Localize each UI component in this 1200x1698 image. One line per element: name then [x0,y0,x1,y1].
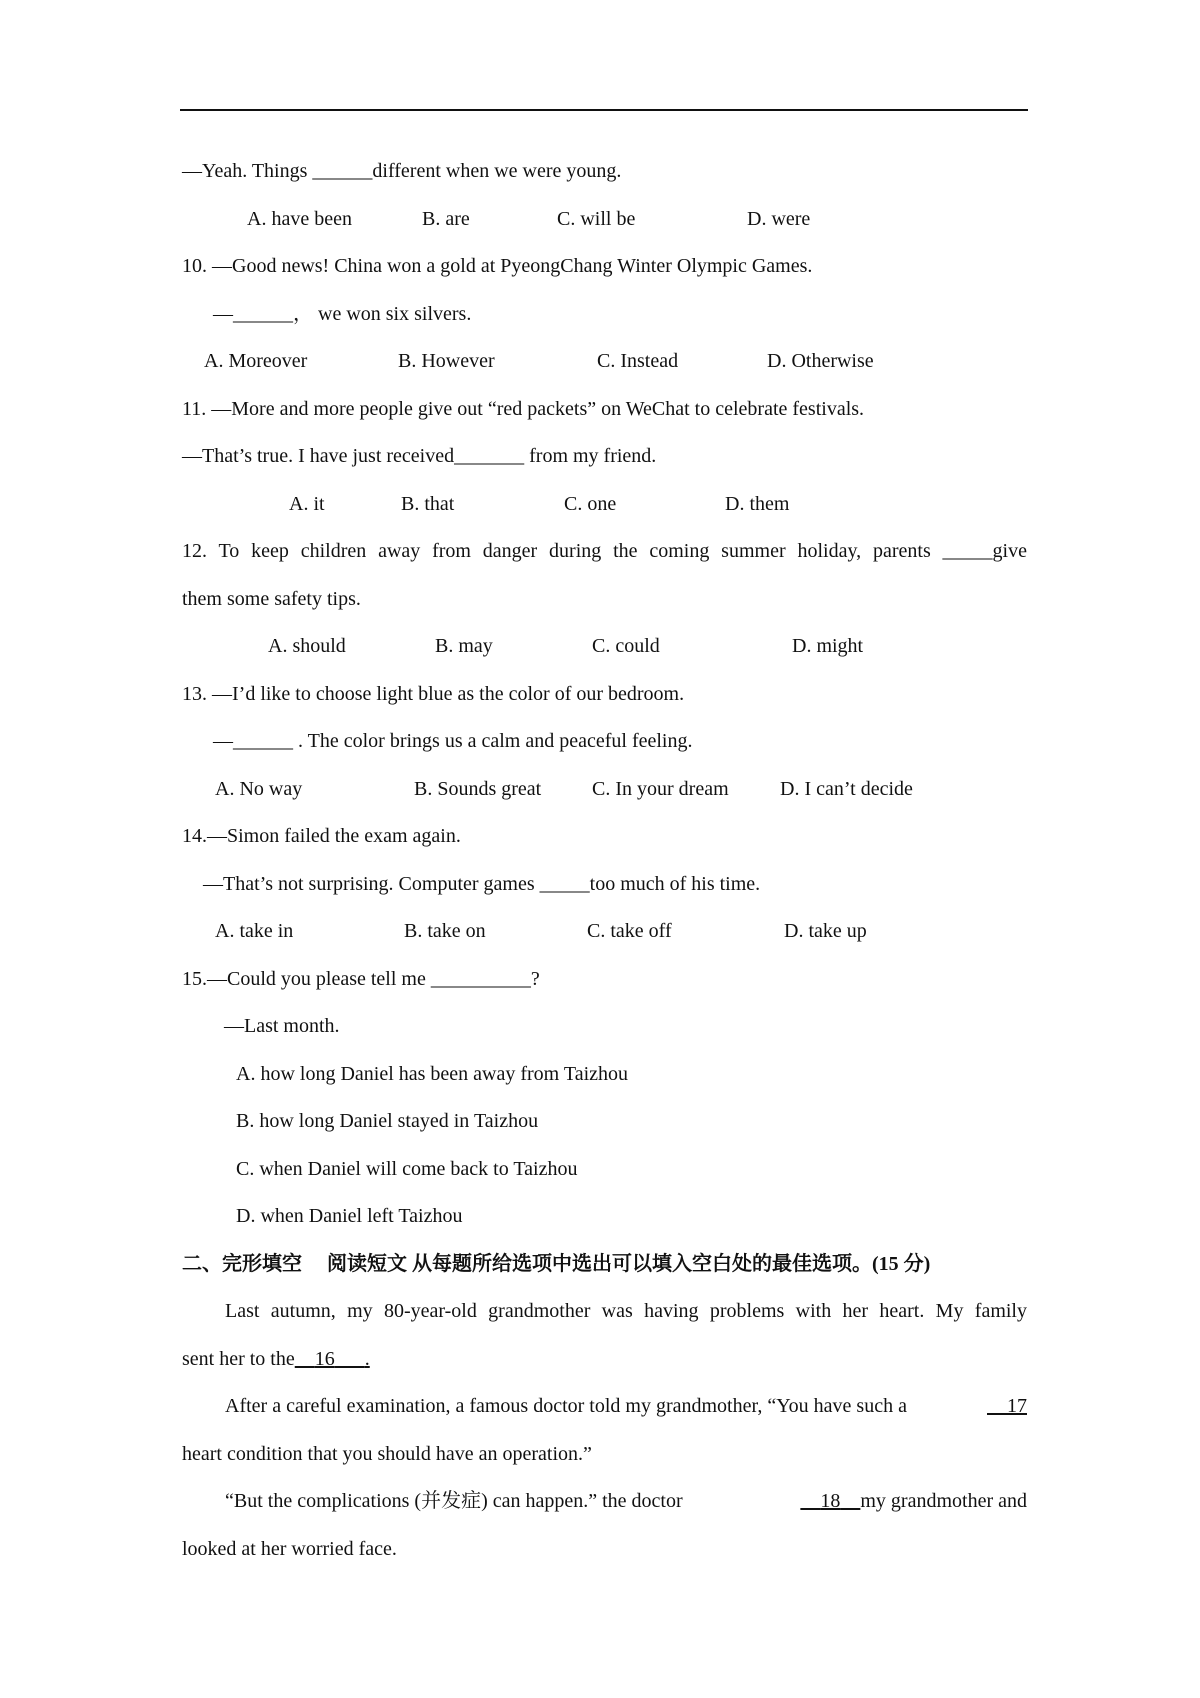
q13-option-d: D. I can’t decide [780,778,913,800]
blank-16-period: . [364,1348,370,1370]
q13-option-b: B. Sounds great [414,778,542,800]
q14-option-c: C. take off [587,920,672,942]
q10-option-b: B. However [398,350,495,372]
q10-option-a: A. Moreover [204,350,308,372]
q15-question: 15.—Could you please tell me __________? [182,968,540,990]
section2-heading: 二、完形填空 阅读短文 从每题所给选项中选出可以填入空白处的最佳选项。(15 分) [182,1253,931,1275]
q14-option-b: B. take on [404,920,486,942]
q14-option-a: A. take in [215,920,294,942]
q10-question: 10. —Good news! China won a gold at PyeongChang Winter Olympic Games. [182,255,813,277]
q11-option-b: B. that [401,493,455,515]
q13-reply: —______ . The color brings us a calm and peaceful feeling. [213,730,693,752]
q10-option-d: D. Otherwise [767,350,874,372]
q12-option-c: C. could [592,635,660,657]
blank-16-number: 16 [314,1348,335,1370]
passage-p3-line2: looked at her worried face. [182,1538,397,1560]
passage-p1-line2-text: sent her to the [182,1348,295,1370]
q9-option-d: D. were [747,208,811,230]
q14-option-d: D. take up [784,920,867,942]
q9-reply: —Yeah. Things ______different when we were young. [182,160,622,182]
q10-reply: —______， we won six silvers. [213,303,472,325]
passage-p3-line1-text: “But the complications (并发症) can happen.” the doctor [225,1490,683,1512]
passage-p2-line2: heart condition that you should have an operation.” [182,1443,592,1465]
q11-reply: —That’s true. I have just received_______ from my friend. [182,445,657,467]
q14-question: 14.—Simon failed the exam again. [182,825,461,847]
q11-option-d: D. them [725,493,790,515]
q12-option-b: B. may [435,635,493,657]
q11-question: 11. —More and more people give out “red packets” on WeChat to celebrate festivals. [182,398,865,420]
passage-p2-line1-text: After a careful examination, a famous doctor told my grandmother, “You have such a [225,1395,907,1417]
q9-option-c: C. will be [557,208,636,230]
q12-question-line1: 12. To keep children away from danger during the coming summer holiday, parents _____give [182,540,1027,562]
blank-18-number: 18 [820,1490,841,1512]
blank-18 [800,1490,860,1512]
q12-question-line2: them some safety tips. [182,588,361,610]
q11-option-c: C. one [564,493,617,515]
passage-p1-line2 [182,1346,370,1372]
q15-option-d: D. when Daniel left Taizhou [236,1205,463,1227]
q15-option-c: C. when Daniel will come back to Taizhou [236,1158,578,1180]
q9-option-b: B. are [422,208,470,230]
passage-p3-line1-end: my grandmother and [860,1490,1027,1512]
q13-option-c: C. In your dream [592,778,729,800]
q13-question: 13. —I’d like to choose light blue as the color of our bedroom. [182,683,685,705]
blank-16 [295,1348,370,1370]
blank-17 [987,1393,1027,1419]
q15-option-b: B. how long Daniel stayed in Taizhou [236,1110,539,1132]
passage-p1-line1: Last autumn, my 80-year-old grandmother was having problems with her heart. My family [225,1300,1027,1322]
passage-p3-line1 [225,1488,1027,1514]
q15-option-a: A. how long Daniel has been away from Taizhou [236,1063,629,1085]
header-rule [180,109,1028,111]
q12-option-d: D. might [792,635,864,657]
q9-option-a: A. have been [247,208,352,230]
blank-17-number: 17 [1007,1395,1027,1417]
q14-reply: —That’s not surprising. Computer games _____too much of his time. [203,873,761,895]
q10-option-c: C. Instead [597,350,679,372]
q12-option-a: A. should [268,635,346,657]
passage-p2-line1 [225,1393,1027,1419]
q15-reply: —Last month. [224,1015,340,1037]
q13-option-a: A. No way [215,778,303,800]
passage-p3-blank-wrap [800,1488,1027,1514]
q11-option-a: A. it [289,493,325,515]
